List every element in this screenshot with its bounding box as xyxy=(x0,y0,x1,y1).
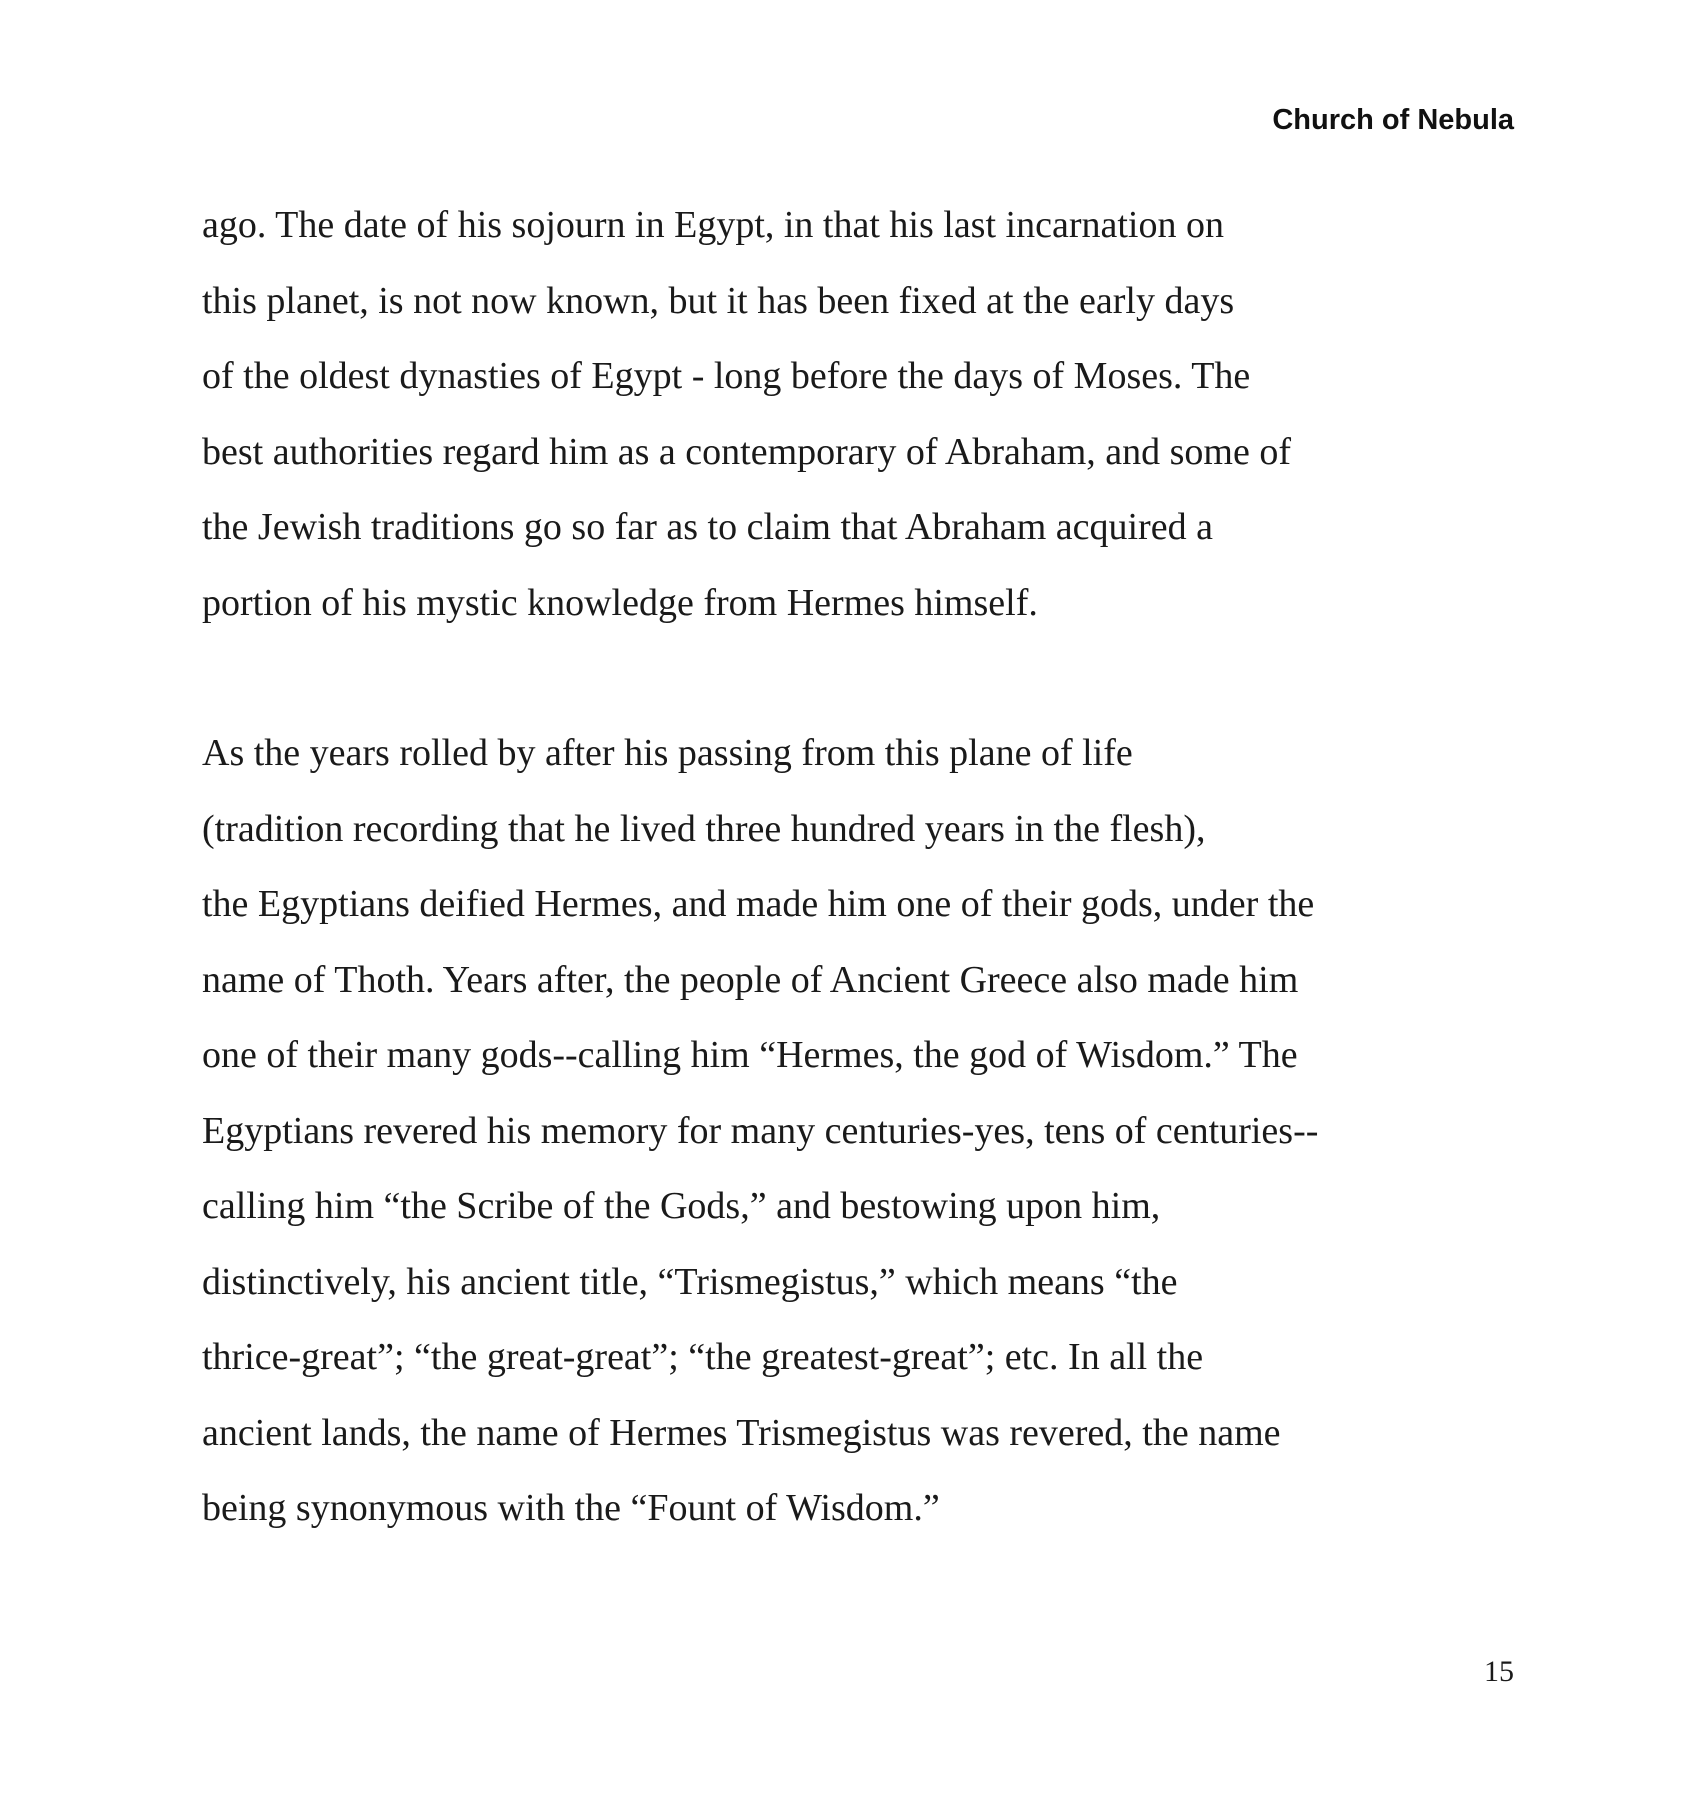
text-line: the Jewish traditions go so far as to claim that Abraham acquired a xyxy=(202,506,1213,548)
text-line: portion of his mystic knowledge from Hermes himself. xyxy=(202,581,1038,624)
text-line: of the oldest dynasties of Egypt - long before the days of Moses. The xyxy=(202,355,1251,397)
paragraph-2 xyxy=(202,716,1542,1547)
text-line: ancient lands, the name of Hermes Trismegistus was revered, the name xyxy=(202,1411,1281,1454)
text-line: name of Thoth. Years after, the people of Ancient Greece also made him xyxy=(202,958,1299,1001)
text-line: distinctively, his ancient title, “Trismegistus,” which means “the xyxy=(202,1260,1178,1303)
paragraph-1 xyxy=(202,188,1542,641)
text-line: ago. The date of his sojourn in Egypt, in that his last incarnation on xyxy=(202,204,1224,246)
text-line: one of their many gods--calling him “Hermes, the god of Wisdom.” The xyxy=(202,1034,1298,1076)
text-line: this planet, is not now known, but it has been fixed at the early days xyxy=(202,279,1235,322)
paragraph-spacer xyxy=(202,641,1542,716)
text-line: the Egyptians deified Hermes, and made him one of their gods, under the xyxy=(202,883,1315,925)
running-header-title: Church of Nebula xyxy=(1272,104,1514,136)
body-text xyxy=(202,188,1542,1547)
text-line: being synonymous with the “Fount of Wisdom.” xyxy=(202,1487,940,1529)
text-line: best authorities regard him as a contemporary of Abraham, and some of xyxy=(202,430,1291,473)
text-line: thrice-great”; “the great-great”; “the greatest-great”; etc. In all the xyxy=(202,1336,1204,1378)
text-line: Egyptians revered his memory for many centuries-yes, tens of centuries-- xyxy=(202,1109,1319,1152)
page-number: 15 xyxy=(1484,1655,1514,1688)
text-line: As the years rolled by after his passing from this plane of life xyxy=(202,732,1133,774)
text-line: calling him “the Scribe of the Gods,” and bestowing upon him, xyxy=(202,1185,1161,1227)
text-line: (tradition recording that he lived three hundred years in the flesh), xyxy=(202,807,1206,850)
